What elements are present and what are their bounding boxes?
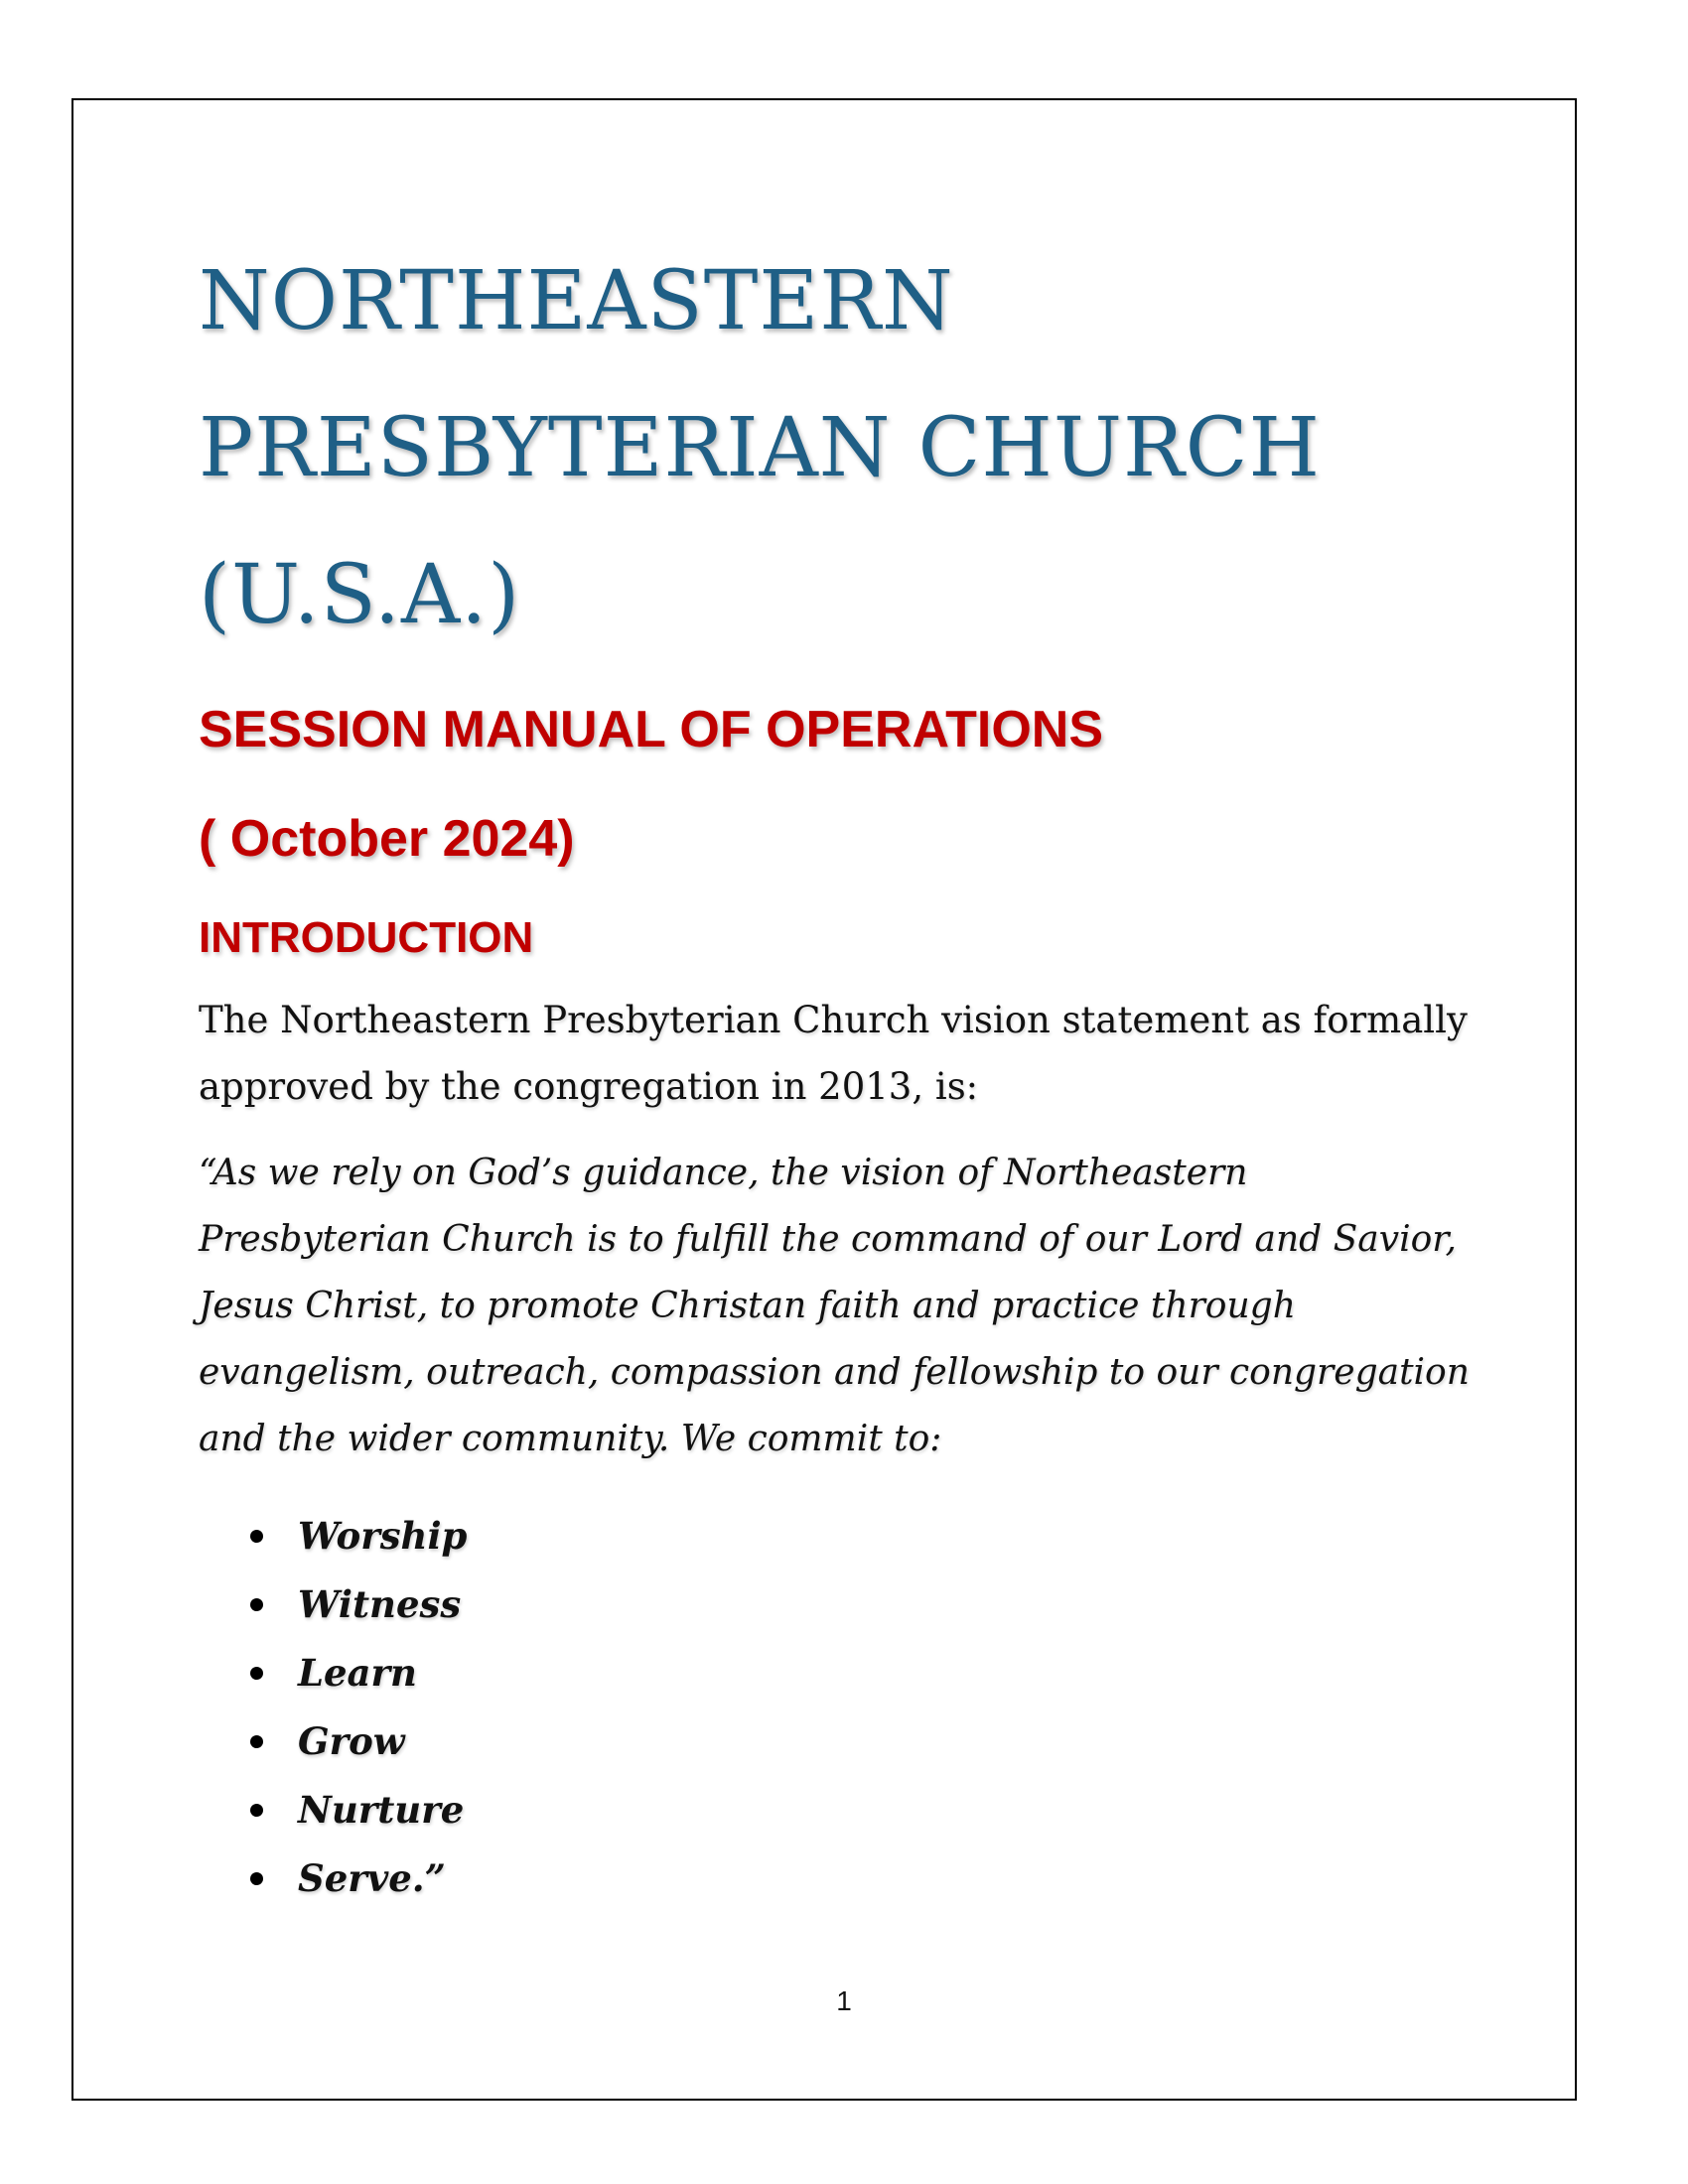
- bullet-icon: [250, 1872, 263, 1885]
- page-content: [199, 228, 1489, 1913]
- intro-paragraph: The Northeastern Presbyterian Church vision statement as formally approved by the congregation in 2013, is:: [199, 999, 1468, 1108]
- commitment-label: Grow: [298, 1719, 405, 1763]
- vision-statement-quote: “As we rely on God’s guidance, the vision of Northeastern Presbyterian Church is to fulfill the command of our Lord and Savior, Jesus Christ, to promote Christan faith and practice through evangelism, outreach, compassion and fellowship to our congregation and the wider community. We commit to:: [199, 1153, 1470, 1459]
- list-item: [199, 1844, 1489, 1913]
- bullet-icon: [250, 1735, 263, 1748]
- commitment-label: Worship: [298, 1514, 468, 1558]
- commitment-label: Witness: [298, 1582, 462, 1626]
- title-line: (U.S.A.): [199, 548, 521, 642]
- list-item: [199, 1502, 1489, 1570]
- list-item: [199, 1707, 1489, 1776]
- commitment-label: Serve.”: [298, 1856, 446, 1900]
- bullet-icon: [250, 1667, 263, 1680]
- title-line: PRESBYTERIAN CHURCH: [199, 401, 1321, 495]
- list-item: [199, 1776, 1489, 1844]
- commitment-label: Learn: [298, 1651, 417, 1695]
- title-line: NORTHEASTERN: [199, 254, 954, 348]
- list-item: [199, 1639, 1489, 1707]
- document-date: ( October 2024): [199, 810, 575, 868]
- bullet-icon: [250, 1804, 263, 1817]
- list-item: [199, 1570, 1489, 1639]
- document-subtitle: SESSION MANUAL OF OPERATIONS: [199, 701, 1104, 758]
- page-number: 1: [836, 1985, 852, 2016]
- commitments-list: [199, 1502, 1489, 1913]
- section-heading-introduction: INTRODUCTION: [199, 913, 534, 962]
- commitment-label: Nurture: [298, 1788, 465, 1832]
- bullet-icon: [250, 1598, 263, 1611]
- document-title: [199, 228, 1489, 669]
- bullet-icon: [250, 1530, 263, 1543]
